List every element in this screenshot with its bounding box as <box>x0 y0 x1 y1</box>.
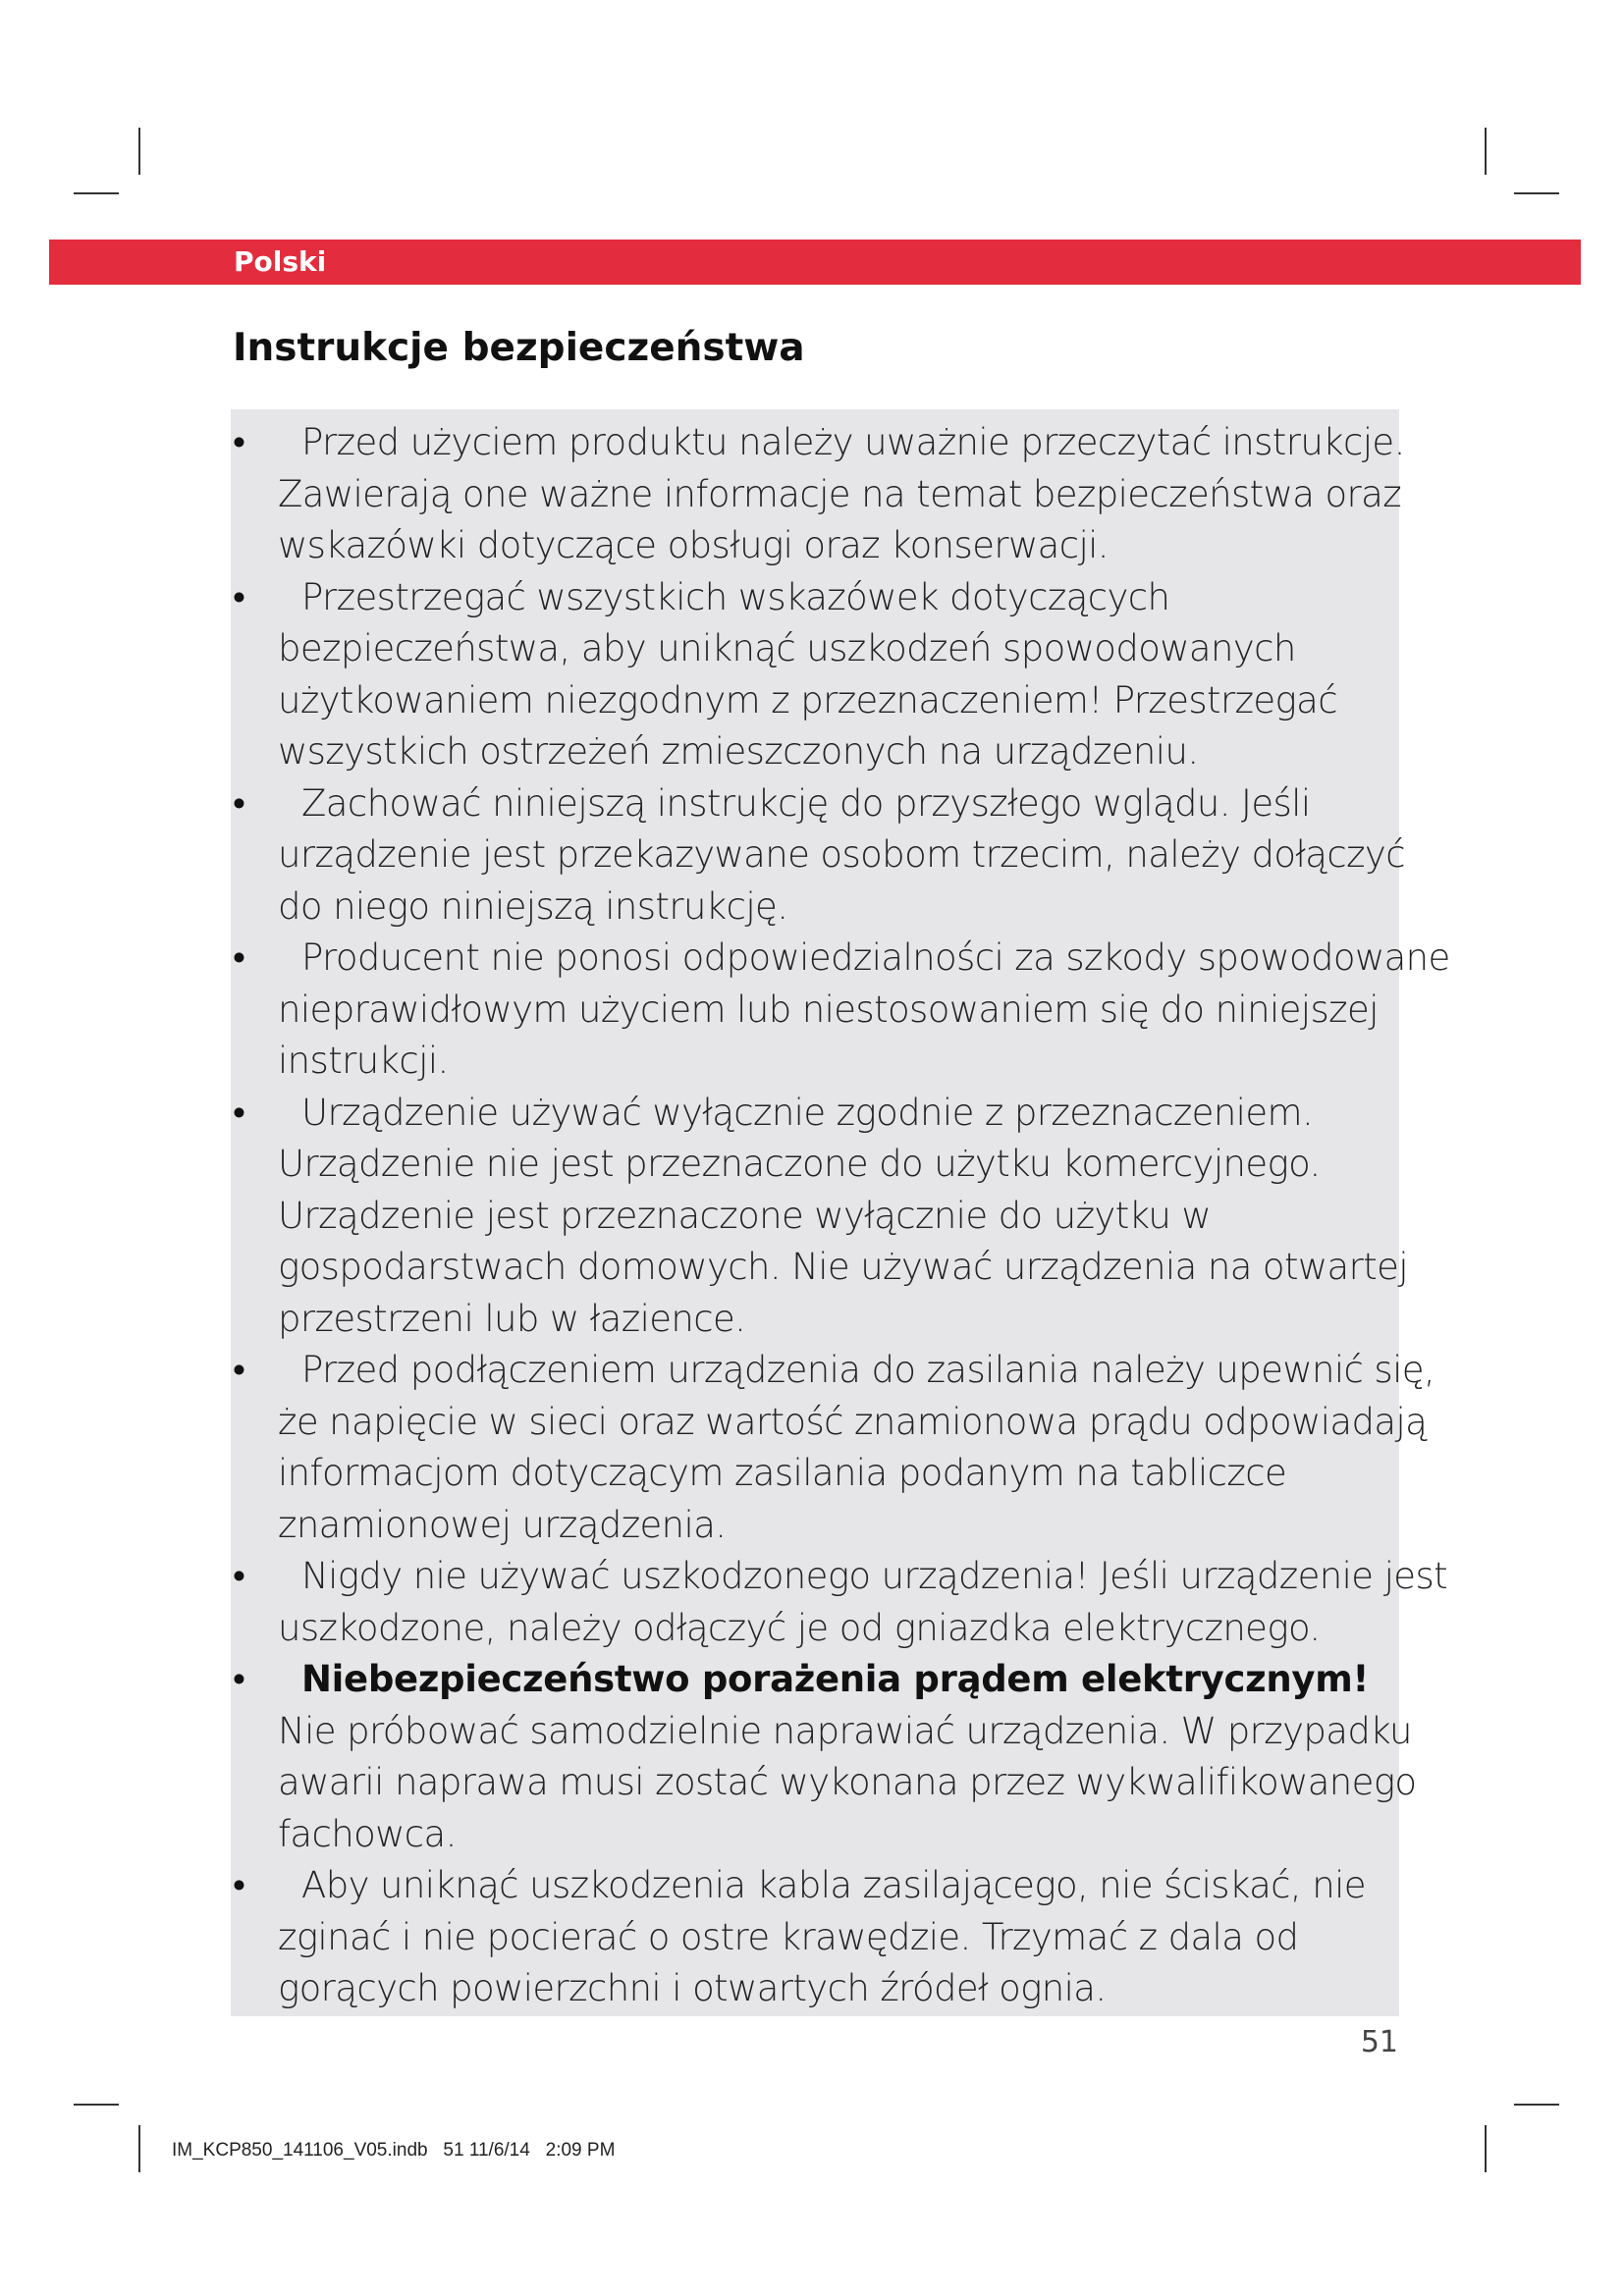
crop-mark-top-right-vertical <box>1485 128 1487 175</box>
safety-item-line: Urządzenie nie jest przeznaczone do użytku komercyjnego. <box>278 1143 1321 1185</box>
safety-item-line: do niego niniejszą instrukcję. <box>278 884 788 928</box>
bullet-icon: • <box>233 1091 245 1134</box>
safety-instructions-list <box>231 417 1450 2015</box>
bullet-icon: • <box>233 1864 245 1906</box>
safety-item-line: Nie próbować samodzielnie naprawiać urządzenia. W przypadku <box>278 1709 1412 1752</box>
language-header-bar <box>49 240 1581 285</box>
safety-item-lead-line: Nigdy nie używać uszkodzonego urządzenia! Jeśli urządzenie jest <box>301 1555 1448 1597</box>
safety-item-line: użytkowaniem niezgodnym z przeznaczeniem! Przestrzegać <box>278 678 1337 721</box>
safety-item-lead-line: Przestrzegać wszystkich wskazówek dotyczących <box>301 575 1170 618</box>
crop-mark-bottom-right-horizontal <box>1514 2104 1559 2106</box>
safety-item-lead-line: Przed użyciem produktu należy uważnie przeczytać instrukcje. <box>301 421 1405 463</box>
safety-item-line: bezpieczeństwa, aby uniknąć uszkodzeń spowodowanych <box>278 627 1296 669</box>
safety-item <box>231 1088 1419 1346</box>
safety-item-lead-line: Aby uniknąć uszkodzenia kabla zasilającego, nie ściskać, nie <box>301 1864 1366 1906</box>
safety-item-line: Urządzenie jest przeznaczone wyłącznie do użytku w <box>278 1194 1211 1237</box>
crop-mark-top-left-vertical <box>138 128 140 175</box>
bullet-icon: • <box>233 421 245 463</box>
crop-mark-bottom-left-vertical <box>138 2125 140 2172</box>
safety-item <box>231 1860 1419 2015</box>
safety-item-line: uszkodzone, należy odłączyć je od gniazdka elektrycznego. <box>278 1606 1321 1649</box>
safety-item-lead-line: Przed podłączeniem urządzenia do zasilania należy upewnić się, <box>301 1349 1435 1391</box>
print-slug: IM_KCP850_141106_V05.indb 51 11/6/14 2:09 PM <box>172 2140 616 2161</box>
safety-item-line: informacjom dotyczącym zasilania podanym na tabliczce <box>278 1452 1287 1494</box>
safety-item-line: znamionowej urządzenia. <box>278 1503 727 1546</box>
safety-item-line: gospodarstwach domowych. Nie używać urządzenia na otwartej <box>278 1246 1408 1288</box>
safety-instructions-box <box>231 409 1450 2016</box>
page-title: Instrukcje bezpieczeństwa <box>233 326 805 370</box>
safety-item-line: fachowca. <box>278 1812 457 1855</box>
safety-item <box>231 933 1450 1088</box>
safety-item-lead-line: Niebezpieczeństwo porażenia prądem elektrycznym! <box>301 1658 1370 1700</box>
safety-item <box>231 778 1419 934</box>
safety-item-line: nieprawidłowym użyciem lub niestosowaniem się do niniejszej <box>278 988 1379 1031</box>
safety-item-line: przestrzeni lub w łazience. <box>278 1297 746 1340</box>
crop-mark-top-right-horizontal <box>1514 192 1559 194</box>
safety-item-line: Zawierają one ważne informacje na temat bezpieczeństwa oraz <box>278 472 1402 515</box>
safety-item-line: zginać i nie pocierać o ostre krawędzie. Trzymać z dala od <box>278 1915 1299 1958</box>
safety-item <box>231 417 1419 572</box>
crop-mark-top-left-horizontal <box>74 192 119 194</box>
safety-item <box>231 1654 1419 1860</box>
safety-item-lead-line: Zachować niniejszą instrukcję do przyszłego wglądu. Jeśli <box>301 781 1311 825</box>
safety-item <box>231 1551 1448 1654</box>
safety-item <box>231 1345 1435 1551</box>
safety-item-line: gorących powierzchni i otwartych źródeł ognia. <box>278 1967 1107 2009</box>
safety-item-line: awarii naprawa musi zostać wykonana przez wykwalifikowanego <box>278 1761 1417 1803</box>
bullet-icon: • <box>233 1658 245 1700</box>
language-label: Polski <box>234 245 327 278</box>
safety-item-lead-line: Urządzenie używać wyłącznie zgodnie z przeznaczeniem. <box>301 1091 1314 1134</box>
page-number: 51 <box>1360 2025 1398 2059</box>
bullet-icon: • <box>233 1349 245 1391</box>
safety-item-line: wszystkich ostrzeżeń zmieszczonych na urządzeniu. <box>278 730 1199 773</box>
safety-item-line: wskazówki dotyczące obsługi oraz konserwacji. <box>278 524 1109 566</box>
safety-item-line: urządzenie jest przekazywane osobom trzecim, należy dołączyć <box>278 833 1405 876</box>
safety-item <box>231 572 1419 778</box>
safety-item-lead-line: Producent nie ponosi odpowiedzialności za szkody spowodowane <box>301 936 1450 979</box>
bullet-icon: • <box>233 575 245 618</box>
crop-mark-bottom-left-horizontal <box>74 2104 119 2106</box>
safety-item-line: że napięcie w sieci oraz wartość znamionowa prądu odpowiadają <box>278 1400 1428 1443</box>
bullet-icon: • <box>233 781 245 825</box>
bullet-icon: • <box>233 936 245 979</box>
bullet-icon: • <box>233 1555 245 1597</box>
safety-item-line: instrukcji. <box>278 1040 449 1082</box>
crop-mark-bottom-right-vertical <box>1485 2125 1487 2172</box>
